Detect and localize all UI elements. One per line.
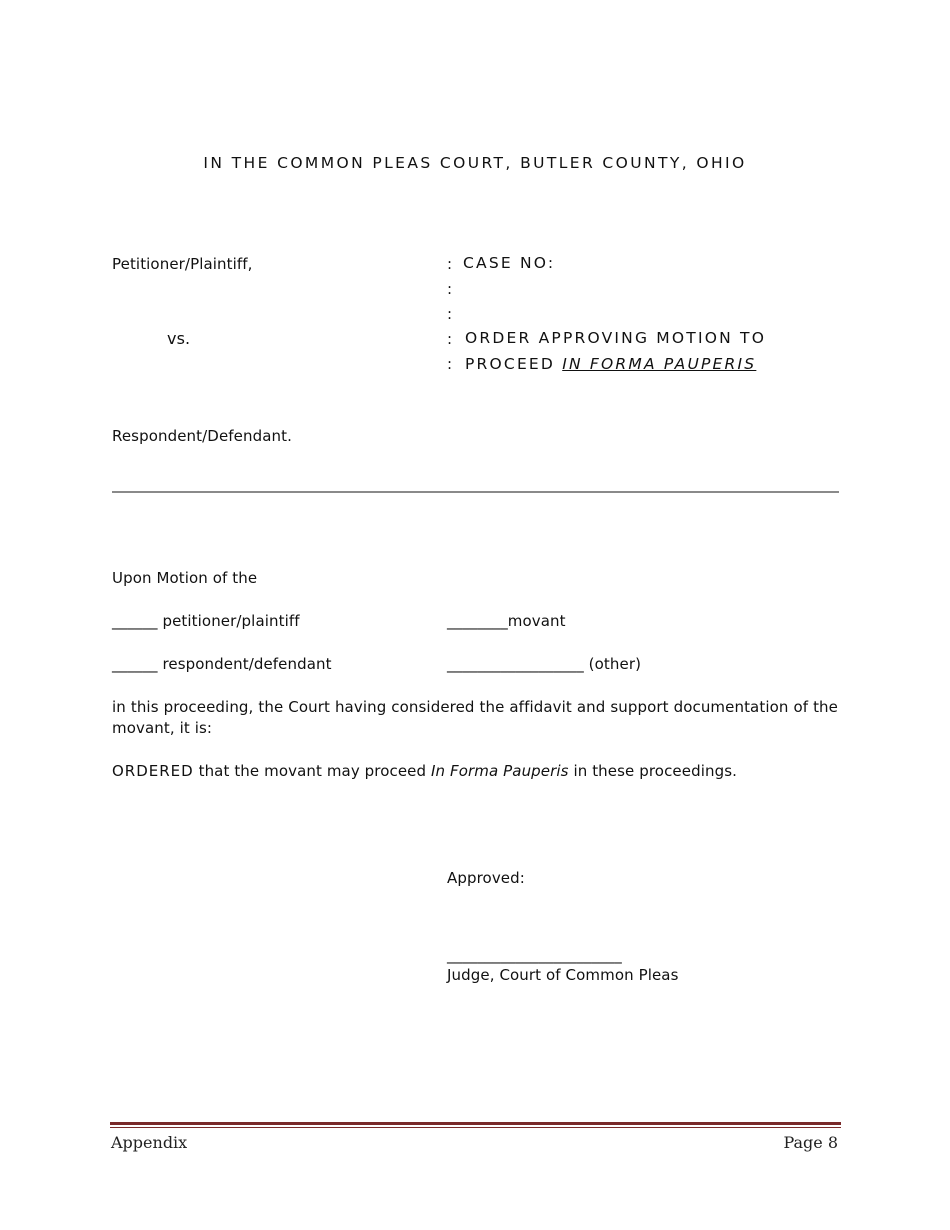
order-title-line1: ORDER APPROVING MOTION TO [465, 329, 767, 347]
approved-label: Approved: [447, 869, 525, 887]
ordered-text-1: that the movant may proceed [193, 762, 431, 780]
ordered-text-2: in these proceedings. [568, 762, 737, 780]
upon-motion-text: Upon Motion of the [112, 569, 258, 587]
footer-page-number: Page 8 [783, 1133, 838, 1152]
respondent-label: Respondent/Defendant. [112, 427, 292, 445]
order-title-in-forma-pauperis: IN FORMA PAUPERIS [562, 355, 757, 373]
option-petitioner: ______ petitioner/plaintiff [112, 612, 300, 630]
ordered-paragraph [112, 762, 737, 780]
petitioner-label: Petitioner/Plaintiff, [112, 255, 253, 273]
option-other: __________________ (other) [447, 655, 642, 673]
footer-rule-thin [110, 1127, 841, 1128]
case-number-label: CASE NO: [463, 254, 556, 272]
footer-rule [110, 1122, 841, 1125]
ordered-word: ORDERED [112, 762, 194, 780]
court-title: IN THE COMMON PLEAS COURT, BUTLER COUNTY, OHIO [203, 154, 747, 172]
order-title-proceed: PROCEED [465, 355, 556, 373]
vs-label: vs. [167, 329, 191, 348]
caption-colon: : [447, 255, 453, 273]
footer-appendix: Appendix [111, 1133, 188, 1152]
order-title-line2 [465, 355, 756, 373]
caption-colon: : [447, 305, 453, 323]
caption-colon: : [447, 280, 453, 298]
signature-line: _______________________ [447, 946, 622, 964]
caption-separator-rule [112, 491, 839, 493]
option-movant: ________movant [447, 612, 566, 630]
ordered-in-forma-pauperis: In Forma Pauperis [431, 762, 569, 780]
caption-colon: : [447, 355, 453, 373]
option-respondent: ______ respondent/defendant [112, 655, 332, 673]
proceeding-paragraph: in this proceeding, the Court having considered the affidavit and support documentation of the movant, it is: [112, 698, 838, 737]
caption-colon: : [447, 330, 453, 348]
judge-label: Judge, Court of Common Pleas [447, 966, 679, 984]
